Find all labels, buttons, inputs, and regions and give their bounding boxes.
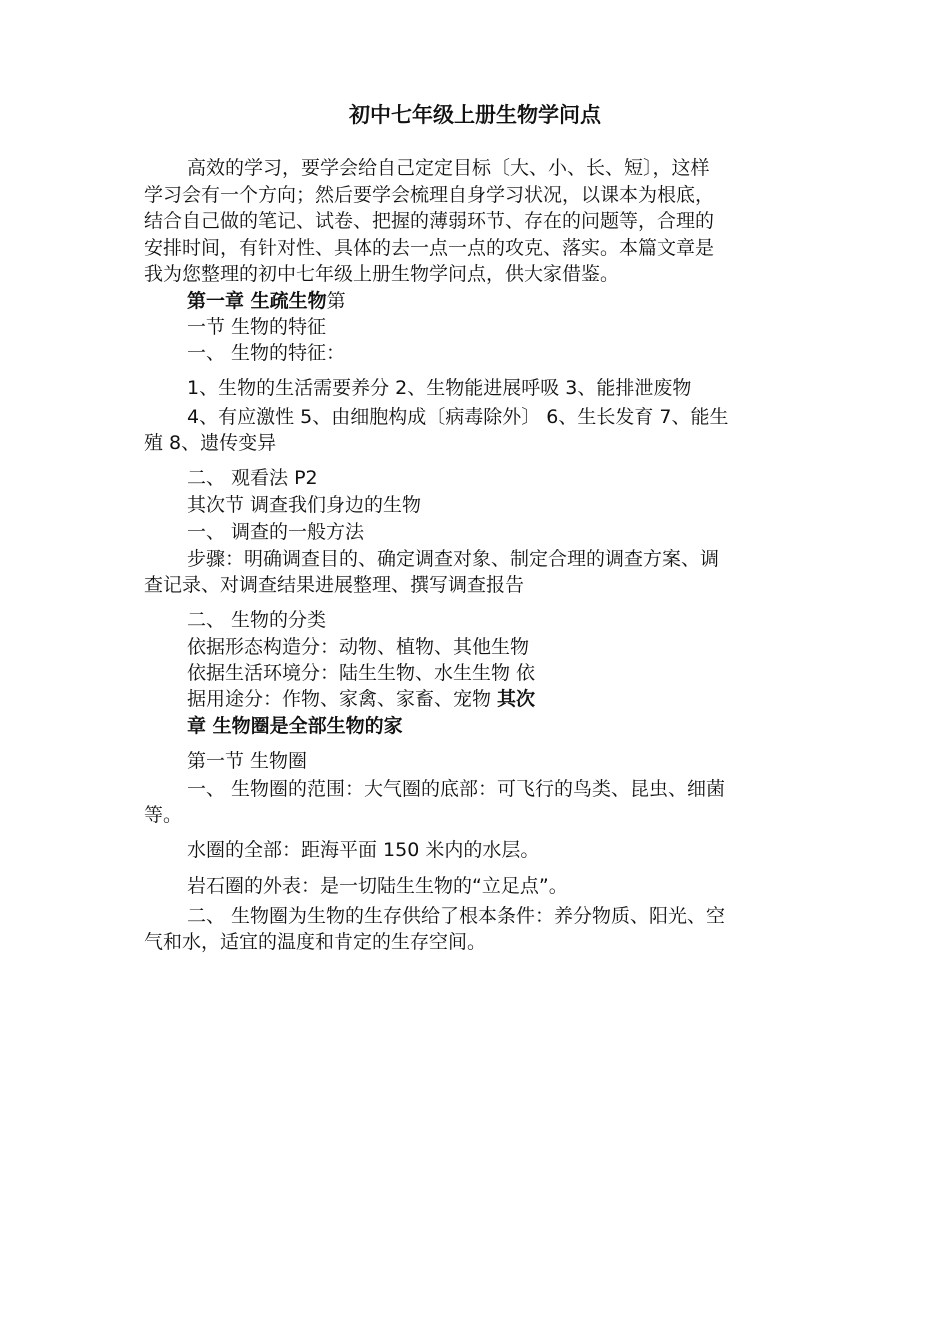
list-item-continuation: 气和水，适宜的温度和肯定的生存空间。 (144, 931, 487, 953)
list-item: 一、 生物的特征： (187, 342, 346, 364)
classification-line: 依据形态构造分：动物、植物、其他生物 (187, 636, 530, 658)
classification-by-use: 据用途分：作物、家禽、家畜、宠物 (187, 688, 498, 710)
section-title: 一节 生物的特征 (187, 316, 327, 338)
document-title: 初中七年级上册生物学问点 (349, 103, 601, 127)
section-title: 第一节 生物圈 (187, 750, 308, 772)
steps-line: 查记录、对调查结果进展整理、撰写调查报告 (144, 574, 525, 596)
chapter-1-heading-tail: 第 (326, 290, 346, 312)
intro-line: 安排时间，有针对性、具体的去一点一点的攻克、落实。本篇文章是 (144, 237, 715, 259)
steps-line: 步骤：明确调查目的、确定调查对象、制定合理的调查方案、调 (187, 548, 720, 570)
chapter-1-heading-bold: 第一章 生疏生物 (187, 290, 327, 312)
list-item: 一、 调查的一般方法 (187, 521, 365, 543)
list-item: 一、 生物圈的范围：大气圈的底部：可飞行的鸟类、昆虫、细菌 (187, 778, 726, 800)
list-item: 二、 生物的分类 (187, 609, 327, 631)
classification-line (187, 686, 535, 712)
lithosphere-line: 岩石圈的外表：是一切陆生生物的“立足点”。 (187, 875, 568, 897)
hydrosphere-line: 水圈的全部：距海平面 150 米内的水层。 (187, 839, 540, 861)
intro-line: 我为您整理的初中七年级上册生物学问点，供大家借鉴。 (144, 263, 620, 285)
features-line: 4、有应激性 5、由细胞构成〔病毒除外〕 6、生长发育 7、能生 (187, 406, 729, 428)
intro-line: 高效的学习，要学会给自己定定目标〔大、小、长、短〕，这样 (187, 157, 710, 179)
features-line: 1、生物的生活需要养分 2、生物能进展呼吸 3、能排泄废物 (187, 377, 692, 399)
section-title: 其次节 调查我们身边的生物 (187, 494, 422, 516)
classification-line: 依据生活环境分：陆生生物、水生生物 依 (187, 662, 536, 684)
chapter-2-heading: 章 生物圈是全部生物的家 (187, 715, 403, 737)
chapter-2-heading-start: 其次 (497, 688, 536, 710)
features-line: 殖 8、遗传变异 (144, 432, 277, 454)
list-item-continuation: 等。 (144, 804, 183, 826)
list-item: 二、 观看法 P2 (187, 467, 318, 489)
intro-line: 学习会有一个方向；然后要学会梳理自身学习状况，以课本为根底， (144, 184, 715, 206)
intro-line: 结合自己做的笔记、试卷、把握的薄弱环节、存在的问题等，合理的 (144, 210, 715, 232)
list-item: 二、 生物圈为生物的生存供给了根本条件：养分物质、阳光、空 (187, 905, 726, 927)
chapter-1-heading (187, 288, 346, 314)
